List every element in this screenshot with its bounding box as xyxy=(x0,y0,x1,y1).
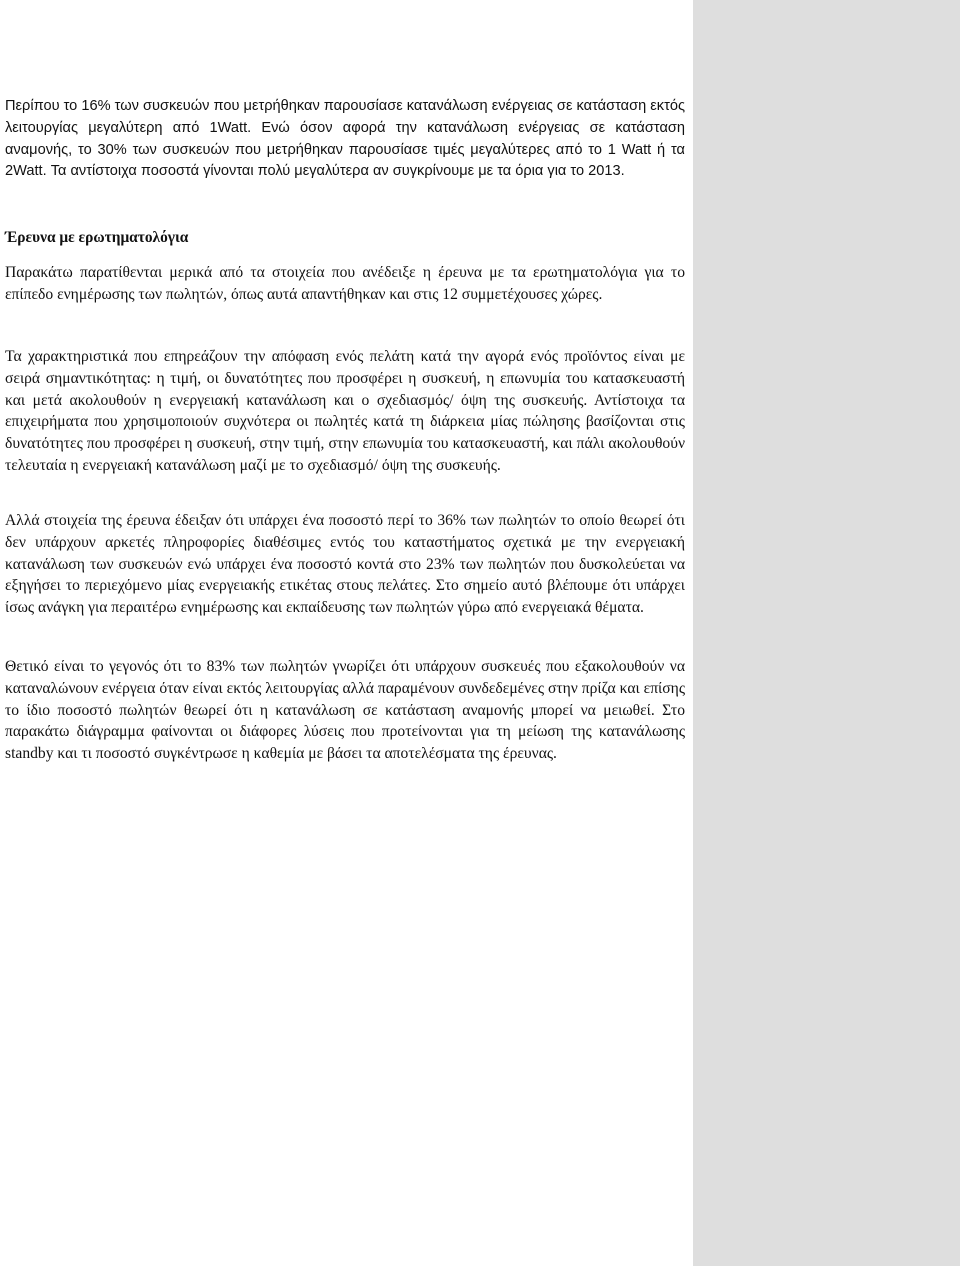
paragraph-purchase-factors: Τα χαρακτηριστικά που επηρεάζουν την απόφαση ενός πελάτη κατά την αγορά ενός προϊόντος είναι με σειρά σημαντικότητας: η τιμή, οι δυνατότητες που προσφέρει η συσκευή, η επωνυμία του κατασκευαστή και μετά ακολουθούν η ενεργειακή κατανάλωση και ο σχεδιασμός/ όψη της συσκευής. Αντίστοιχα τα επιχειρήματα που χρησιμοποιούν συχνότερα οι πωλητές κατά τη διάρκεια μίας πώλησης βασίζονται στις δυνατότητες που προσφέρει η συσκευή, στην τιμή, στην επωνυμία του κατασκευαστή, και πάλι ακολουθούν τελευταία η ενεργειακή κατανάλωση μαζί με το σχεδιασμό/ όψη της συσκευής. xyxy=(5,348,685,474)
paragraph-1-text: Περίπου το 16% των συσκευών που μετρήθηκαν παρουσίασε κατανάλωση ενέργειας σε κατάσταση εκτός λειτουργίας μεγαλύτερη από 1Watt. Ενώ όσον αφορά την κατανάλωση ενέργειας σε κατάσταση αναμονής, το 30% των συσκευών που μετρήθηκαν παρουσίασε τιμές μεγαλύτερες από το 1 Watt ή τα 2Watt. xyxy=(5,98,685,180)
section-heading: Έρευνα με ερωτηματολόγια xyxy=(5,229,189,246)
paragraph-information-gaps: Αλλά στοιχεία της έρευνα έδειξαν ότι υπάρχει ένα ποσοστό περί το 36% των πωλητών το οποίο θεωρεί ότι δεν υπάρχουν αρκετές πληροφορίες διαθέσιμες εντός του καταστήματος σχετικά με την ενεργειακή κατανάλωση των συσκευών ενώ υπάρχει ένα ποσοστό κοντά στο 23% των πωλητών που δυσκολεύεται να εξηγήσει το περιεχόμενο μίας ενεργειακής ετικέτας στους πελάτες. Στο σημείο αυτό βλέπουμε ότι υπάρχει ίσως ανάγκη για περαιτέρω ενημέρωσης και εκπαίδευσης των πωλητών γύρω από ενεργειακά θέματα. xyxy=(5,512,685,617)
comment-margin-pane xyxy=(693,0,960,1266)
paragraph-survey-intro: Παρακάτω παρατίθενται μερικά από τα στοιχεία που ανέδειξε η έρευνα με τα ερωτηματολόγια για το επίπεδο ενημέρωσης των πωλητών, όπως αυτά απαντήθηκαν και στις 12 συμμετέχουσες χώρες. xyxy=(5,264,685,303)
paragraph-1-text-continued: Τα αντίστοιχα ποσοστά γίνονται πολύ μεγαλύτερα αν συγκρίνουμε με τα όρια για το 2013. xyxy=(46,163,625,180)
paragraph-standby-consumption xyxy=(5,96,685,183)
paragraph-standby-awareness: Θετικό είναι το γεγονός ότι το 83% των πωλητών γνωρίζει ότι υπάρχουν συσκευές που εξακολουθούν να καταναλώνουν ενέργεια όταν είναι εκτός λειτουργίας αλλά παραμένουν συνδεδεμένες στην πρίζα και επίσης το ίδιο ποσοστό πωλητών θεωρεί ότι η κατανάλωση σε κατάσταση αναμονής μπορεί να μειωθεί. Στο παρακάτω διάγραμμα φαίνονται οι διάφορες λύσεις που προτείνονται για τη μείωση της κατανάλωσης standby και τι ποσοστό συγκέντρωσε η καθεμία με βάσει τα αποτελέσματα της έρευνας. xyxy=(5,658,685,763)
